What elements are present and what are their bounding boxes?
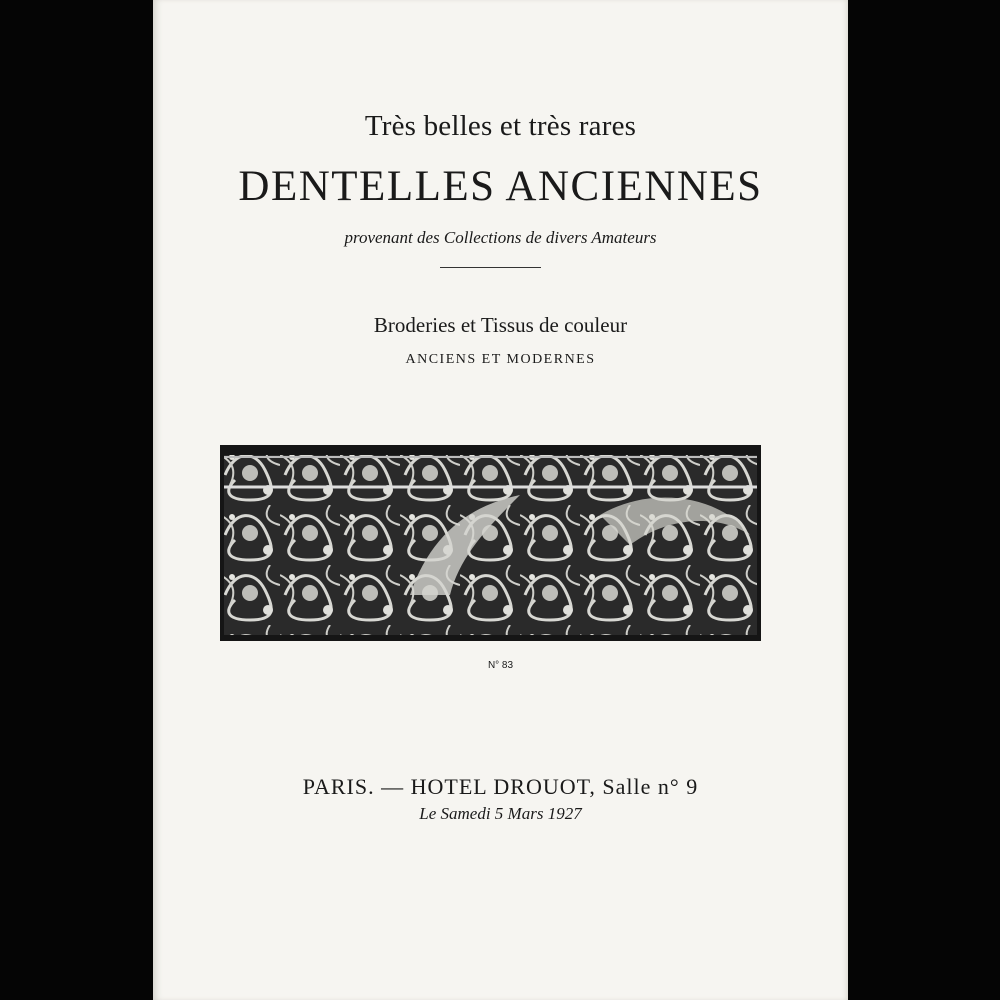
- catalog-cover: [153, 0, 848, 1000]
- sale-date: Le Samedi 5 Mars 1927: [419, 804, 582, 823]
- secondary-title: Broderies et Tissus de couleur: [373, 313, 628, 337]
- intro-line: Très belles et très rares: [364, 110, 637, 142]
- subtitle: provenant des Collections de divers Amateurs: [344, 228, 657, 247]
- lace-photograph: [220, 445, 761, 641]
- divider: [440, 267, 541, 268]
- secondary-subtitle: ANCIENS ET MODERNES: [405, 352, 596, 367]
- venue: PARIS. — HOTEL DROUOT, Salle n° 9: [302, 774, 699, 799]
- image-caption: N° 83: [487, 660, 514, 671]
- main-title: DENTELLES ANCIENNES: [238, 163, 763, 210]
